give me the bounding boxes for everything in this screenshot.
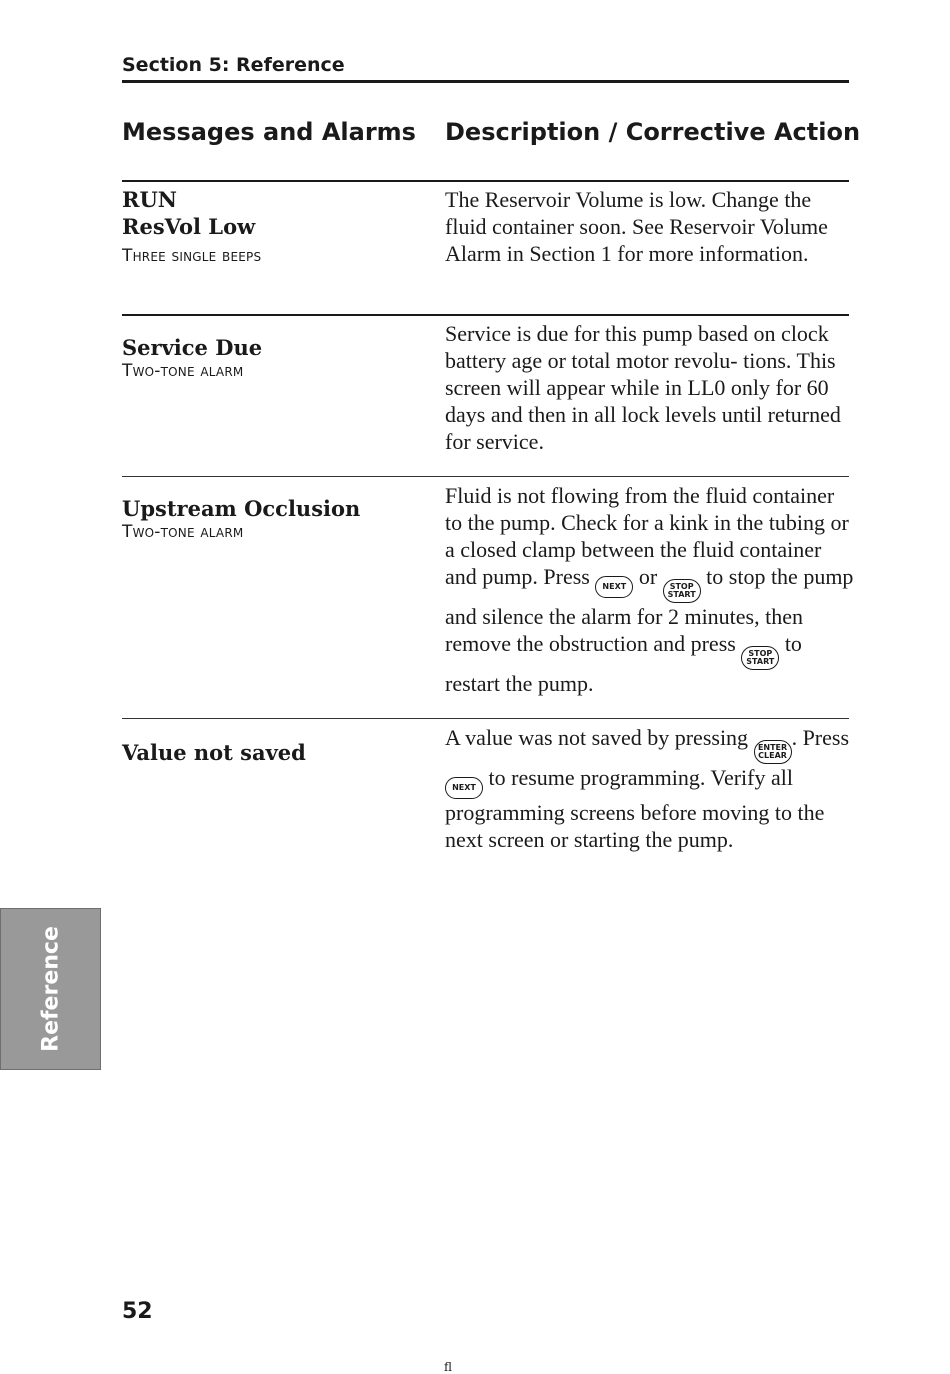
stop-start-key-icon: STOP START — [663, 579, 701, 603]
table-rule — [122, 314, 849, 316]
page-number: 52 — [122, 1299, 153, 1324]
alarm-type: Two-tone alarm — [122, 522, 244, 542]
message-upstream-occlusion — [122, 495, 422, 542]
message-title: RUN — [122, 187, 177, 212]
description-text: to restart the pump. — [445, 631, 802, 696]
description-text: Fluid is not flowing from the fluid container to the pump. Check for a kink in the tubing or a closed clamp between the fluid container and pump. Press — [445, 483, 849, 589]
description-value-not-saved — [445, 724, 855, 853]
description-text: to resume programming. Verify all programming screens before moving to the next screen or starting the pump. — [445, 765, 825, 852]
message-value-not-saved — [122, 739, 422, 766]
description-text: . Press — [791, 725, 850, 750]
reference-side-tab — [0, 908, 101, 1070]
description-text: or — [638, 564, 658, 589]
table-rule — [122, 718, 849, 719]
stop-start-key-icon: STOP START — [741, 646, 779, 670]
footer-mark: fl — [444, 1360, 453, 1374]
description-resvol-low: The Reservoir Volume is low. Change the fluid container soon. See Reservoir Volume Alarm in Section 1 for more information. — [445, 187, 828, 266]
description-service-due: Service is due for this pump based on clock battery age or total motor revolu- tions. This screen will appear while in LL0 only for 60 days and then in all lock levels until returned for service. — [445, 321, 841, 454]
message-title: Upstream Occlusion — [122, 496, 361, 521]
table-rule — [122, 476, 849, 477]
section-header: Section 5: Reference — [122, 54, 345, 76]
header-rule — [122, 80, 849, 83]
message-resvol-low — [122, 186, 422, 266]
message-service-due — [122, 334, 422, 381]
message-title: Value not saved — [122, 740, 306, 765]
table-rule — [122, 180, 849, 182]
description-text: to stop the pump and silence the alarm for 2 minutes, then remove the obstruction and press — [445, 564, 854, 656]
description-text: A value was not saved by pressing — [445, 725, 749, 750]
message-title: Service Due — [122, 335, 263, 360]
column-heading-messages: Messages and Alarms — [122, 118, 416, 146]
alarm-type: Two-tone alarm — [122, 361, 244, 381]
next-key-icon: NEXT — [595, 576, 633, 598]
column-heading-description: Description / Corrective Action — [445, 118, 861, 146]
enter-clear-key-icon: ENTER CLEAR — [754, 740, 792, 764]
side-tab-label: Reference — [38, 926, 63, 1052]
alarm-type: Three single beeps — [122, 246, 262, 266]
next-key-icon: NEXT — [445, 777, 483, 799]
message-title: ResVol Low — [122, 214, 256, 239]
description-upstream-occlusion — [445, 482, 855, 697]
